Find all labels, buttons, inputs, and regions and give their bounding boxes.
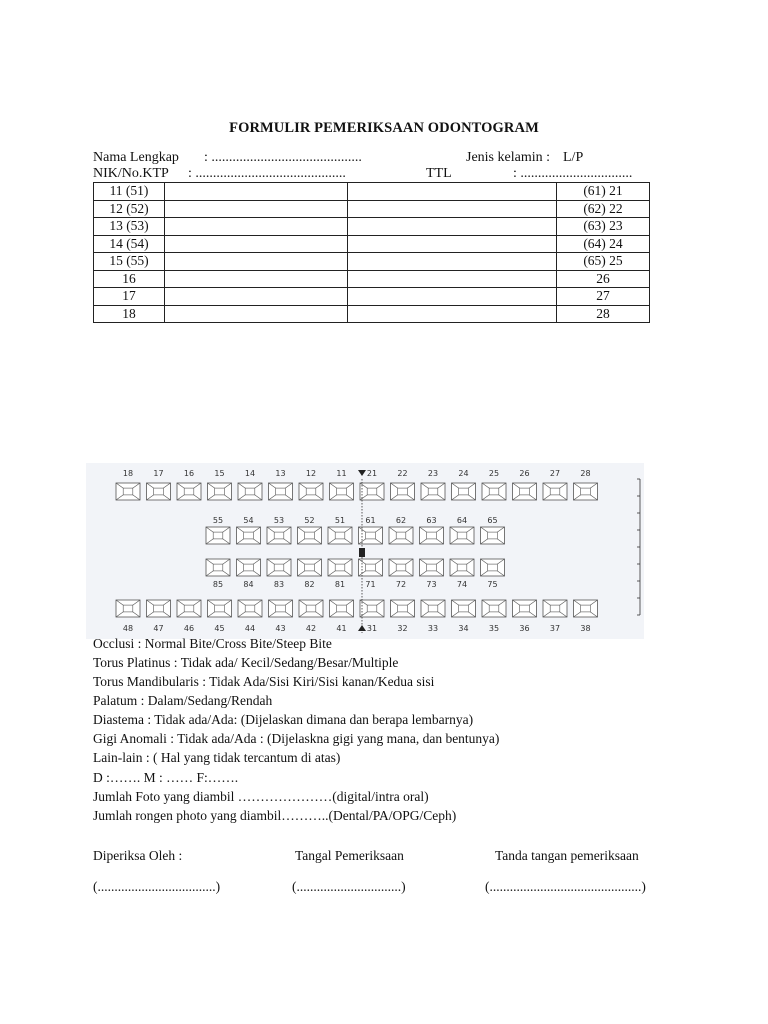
ttl-label: TTL [426,166,452,181]
tooth-number-label: 72 [395,580,407,589]
signature-label: Tanda tangan pemeriksaan [495,848,639,863]
tooth-surface-occlusal [457,532,467,539]
nik-field[interactable]: : ........................................... [188,166,346,181]
table-row [94,183,650,201]
tooth-left-cell: 11 (51) [94,183,165,201]
table-input-cell[interactable] [348,235,557,253]
tooth-surface-occlusal [489,605,499,612]
tooth-surface-occlusal [428,488,438,495]
tooth-number-label: 12 [305,469,317,478]
tooth-number-label: 51 [334,516,346,525]
tooth-surface-occlusal [459,488,469,495]
tooth-surface-occlusal [581,605,591,612]
tooth-number-label: 28 [580,469,591,478]
table-input-cell[interactable] [348,270,557,288]
tooth-number-label: 16 [183,469,195,478]
tooth-surface-occlusal [184,605,194,612]
tooth-surface-occlusal [398,605,408,612]
table-row [94,253,650,271]
tooth-number-label: 62 [395,516,407,525]
date-field[interactable]: (...............................) [292,879,406,894]
tooth-surface-occlusal [215,488,225,495]
tooth-surface-occlusal [520,488,530,495]
examiner-label: Diperiksa Oleh : [93,848,183,863]
tooth-number-label: 38 [580,624,591,633]
tooth-surface-occlusal [244,564,254,571]
tooth-right-cell: (64) 24 [557,235,650,253]
tooth-surface-occlusal [123,488,133,495]
tooth-right-cell: (62) 22 [557,200,650,218]
tooth-number-label: 32 [397,624,408,633]
tooth-number-label: 14 [244,469,256,478]
lain-lain-line: Lain-lain : ( Hal yang tidak tercantum di atas) [93,750,341,765]
tooth-surface-occlusal [550,605,560,612]
tooth-surface-occlusal [245,488,255,495]
tooth-left-cell: 16 [94,270,165,288]
tooth-number-label: 64 [456,516,468,525]
tooth-surface-occlusal [366,532,376,539]
tooth-number-label: 33 [427,624,439,633]
tooth-surface-occlusal [276,488,286,495]
table-input-cell[interactable] [165,235,348,253]
tooth-left-cell: 12 (52) [94,200,165,218]
midline-center-marker [359,548,365,557]
tooth-right-cell: (63) 23 [557,218,650,236]
dmf-line: D :……. M : …… F:……. [93,770,239,785]
tooth-surface-occlusal [489,488,499,495]
tooth-number-label: 15 [214,469,225,478]
tooth-number-label: 46 [183,624,195,633]
table-input-cell[interactable] [348,200,557,218]
tooth-number-label: 21 [366,469,378,478]
tooth-surface-occlusal [396,532,406,539]
tooth-number-label: 83 [273,580,285,589]
tooth-left-cell: 15 (55) [94,253,165,271]
table-input-cell[interactable] [348,305,557,323]
tooth-number-label: 18 [122,469,134,478]
tooth-number-label: 17 [153,469,164,478]
tooth-number-label: 63 [426,516,437,525]
tooth-number-label: 47 [153,624,164,633]
tooth-number-label: 54 [243,516,254,525]
tooth-number-label: 85 [212,580,224,589]
tooth-surface-occlusal [305,564,315,571]
tooth-surface-occlusal [215,605,225,612]
tooth-number-label: 11 [336,469,347,478]
tooth-number-label: 13 [275,469,286,478]
table-input-cell[interactable] [165,253,348,271]
jumlah-foto-line: Jumlah Foto yang diambil …………………(digital/intra oral) [93,789,429,804]
table-input-cell[interactable] [348,288,557,306]
tooth-surface-occlusal [488,564,498,571]
tooth-number-label: 73 [426,580,437,589]
tooth-surface-occlusal [274,532,284,539]
tooth-left-cell: 17 [94,288,165,306]
tooth-surface-occlusal [154,605,164,612]
odontogram-drawing [86,463,644,639]
form-title: FORMULIR PEMERIKSAAN ODONTOGRAM [229,120,539,136]
table-input-cell[interactable] [165,305,348,323]
tooth-surface-occlusal [213,564,223,571]
tooth-surface-occlusal [337,605,347,612]
tooth-left-cell: 13 (53) [94,218,165,236]
tooth-surface-occlusal [428,605,438,612]
tooth-surface-occlusal [367,488,377,495]
jumlah-rongen-line: Jumlah rongen photo yang diambil………..(Dental/PA/OPG/Ceph) [93,808,457,823]
tooth-surface-occlusal [520,605,530,612]
tooth-number-label: 37 [549,624,561,633]
table-input-cell[interactable] [165,270,348,288]
tooth-surface-occlusal [306,488,316,495]
tooth-surface-occlusal [123,605,133,612]
tooth-number-label: 48 [122,624,134,633]
diastema-line: Diastema : Tidak ada/Ada: (Dijelaskan dimana dan berapa lembarnya) [93,712,474,727]
tooth-number-label: 65 [487,516,498,525]
tooth-surface-occlusal [245,605,255,612]
tooth-number-label: 82 [304,580,315,589]
tooth-number-label: 23 [427,469,439,478]
table-row [94,305,650,323]
tooth-number-label: 52 [304,516,315,525]
tooth-number-label: 25 [488,469,500,478]
tooth-number-label: 34 [458,624,469,633]
gigi-anomali-line: Gigi Anomali : Tidak ada/Ada : (Dijelaskna gigi yang mana, dan bentunya) [93,731,500,746]
tooth-number-label: 84 [243,580,254,589]
tooth-number-label: 36 [519,624,530,633]
tooth-number-label: 31 [366,624,378,633]
jenis-kelamin-field[interactable]: L/P [563,150,584,165]
tooth-right-cell: 28 [557,305,650,323]
tooth-left-cell: 14 (54) [94,235,165,253]
tooth-number-label: 75 [487,580,498,589]
tooth-number-label: 44 [244,624,256,633]
tooth-number-label: 81 [334,580,346,589]
tooth-surface-occlusal [427,564,437,571]
tooth-surface-occlusal [457,564,467,571]
odontogram-chart [86,463,644,639]
ttl-field[interactable]: : ................................ [513,166,633,181]
table-row [94,235,650,253]
tooth-number-label: 26 [519,469,530,478]
tooth-surface-occlusal [213,532,223,539]
tooth-number-label: 22 [397,469,408,478]
date-label: Tangal Pemeriksaan [295,848,404,863]
tooth-number-label: 43 [275,624,286,633]
palatum-line: Palatum : Dalam/Sedang/Rendah [93,693,273,708]
tooth-surface-occlusal [550,488,560,495]
table-input-cell[interactable] [165,288,348,306]
examiner-field[interactable]: (...................................) [93,879,221,894]
table-input-cell[interactable] [348,183,557,201]
tooth-number-label: 61 [365,516,376,525]
tooth-right-cell: (61) 21 [557,183,650,201]
torus-mandibularis-line: Torus Mandibularis : Tidak Ada/Sisi Kiri/Sisi kanan/Kedua sisi [93,674,435,689]
teeth-table [93,182,650,323]
tooth-number-label: 45 [214,624,225,633]
tooth-surface-occlusal [244,532,254,539]
tooth-surface-occlusal [276,605,286,612]
table-row [94,288,650,306]
tooth-right-cell: 26 [557,270,650,288]
table-row [94,200,650,218]
tooth-number-label: 27 [549,469,561,478]
tooth-number-label: 42 [305,624,317,633]
tooth-left-cell: 18 [94,305,165,323]
tooth-number-label: 74 [456,580,468,589]
tooth-number-label: 53 [273,516,285,525]
occlusi-line: Occlusi : Normal Bite/Cross Bite/Steep Bite [93,636,332,651]
tooth-number-label: 55 [212,516,224,525]
tooth-right-cell: (65) 25 [557,253,650,271]
tooth-right-cell: 27 [557,288,650,306]
table-row [94,270,650,288]
tooth-surface-occlusal [154,488,164,495]
midline-top-marker [358,470,366,476]
tooth-surface-occlusal [305,532,315,539]
tooth-surface-occlusal [335,532,345,539]
table-input-cell[interactable] [165,183,348,201]
tooth-number-label: 24 [458,469,469,478]
tooth-surface-occlusal [581,488,591,495]
tooth-surface-occlusal [335,564,345,571]
torus-platinus-line: Torus Platinus : Tidak ada/ Kecil/Sedang/Besar/Multiple [93,655,399,670]
tooth-surface-occlusal [306,605,316,612]
tooth-surface-occlusal [427,532,437,539]
tooth-number-label: 71 [365,580,376,589]
tooth-surface-occlusal [459,605,469,612]
tooth-number-label: 35 [488,624,500,633]
tooth-surface-occlusal [367,605,377,612]
tooth-surface-occlusal [366,564,376,571]
tooth-surface-occlusal [398,488,408,495]
midline-bottom-marker [358,625,366,631]
table-row [94,218,650,236]
tooth-number-label: 41 [336,624,347,633]
table-input-cell[interactable] [348,218,557,236]
tooth-surface-occlusal [396,564,406,571]
table-input-cell[interactable] [165,200,348,218]
table-input-cell[interactable] [348,253,557,271]
table-input-cell[interactable] [165,218,348,236]
tooth-surface-occlusal [337,488,347,495]
nik-label: NIK/No.KTP [93,166,169,181]
tooth-surface-occlusal [274,564,284,571]
nama-field[interactable]: : ........................................... [204,150,362,165]
tooth-surface-occlusal [488,532,498,539]
jenis-kelamin-label: Jenis kelamin : [466,150,550,165]
signature-field[interactable]: (.............................................) [485,879,646,894]
tooth-surface-occlusal [184,488,194,495]
nama-label: Nama Lengkap [93,150,179,165]
